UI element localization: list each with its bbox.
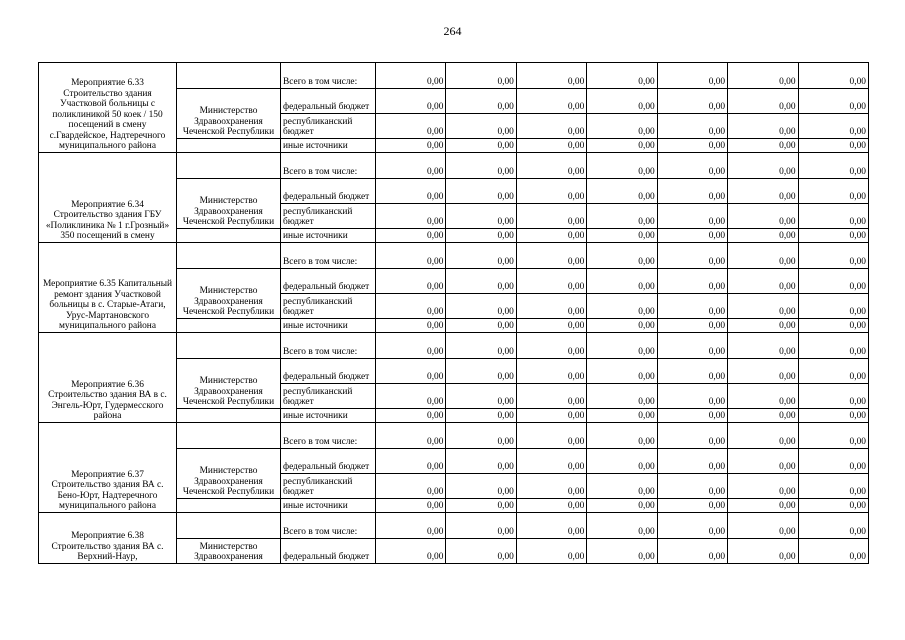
funding-source: иные источники [281, 499, 376, 513]
measure-title: Мероприятие 6.33 Строительство здания Участковой больницы с поликлиникой 50 коек / 150 посещений в смену с.Гвардейское, Надтеречного муниципального района [39, 63, 177, 153]
amount-cell: 0,00 [516, 409, 586, 423]
table-row [39, 243, 869, 269]
amount-cell: 0,00 [446, 449, 516, 474]
funding-source: федеральный бюджет [281, 359, 376, 384]
amount-cell: 0,00 [587, 319, 657, 333]
amount-cell: 0,00 [728, 474, 798, 499]
amount-cell: 0,00 [728, 179, 798, 204]
amount-cell: 0,00 [516, 179, 586, 204]
amount-cell: 0,00 [446, 153, 516, 179]
amount-cell: 0,00 [728, 333, 798, 359]
amount-cell: 0,00 [798, 513, 868, 539]
executor-cell-empty [177, 63, 281, 89]
measure-title: Мероприятие 6.36 Строительство здания ВА в с. Энгель-Юрт, Гудермесского района [39, 333, 177, 423]
executor-cell-empty [177, 333, 281, 359]
amount-cell: 0,00 [728, 319, 798, 333]
amount-cell: 0,00 [657, 423, 727, 449]
funding-source: республиканский бюджет [281, 384, 376, 409]
amount-cell: 0,00 [446, 63, 516, 89]
measure-title: Мероприятие 6.35 Капитальный ремонт здания Участковой больницы в с. Старые-Атаги, Урус-Мартановского муниципального района [39, 243, 177, 333]
amount-cell: 0,00 [798, 153, 868, 179]
amount-cell: 0,00 [516, 153, 586, 179]
amount-cell: 0,00 [446, 359, 516, 384]
amount-cell: 0,00 [728, 153, 798, 179]
amount-cell: 0,00 [446, 333, 516, 359]
amount-cell: 0,00 [376, 204, 446, 229]
executor-cell-empty [177, 423, 281, 449]
amount-cell: 0,00 [516, 359, 586, 384]
amount-cell: 0,00 [516, 139, 586, 153]
amount-cell: 0,00 [516, 204, 586, 229]
amount-cell: 0,00 [798, 539, 868, 564]
table-row [39, 153, 869, 179]
executor-name: Министерство Здравоохранения Чеченской Республики [177, 359, 281, 409]
executor-name: Министерство Здравоохранения Чеченской Республики [177, 269, 281, 319]
amount-cell: 0,00 [446, 409, 516, 423]
executor-name: Министерство Здравоохранения Чеченской Республики [177, 89, 281, 139]
table-row [39, 63, 869, 89]
amount-cell: 0,00 [376, 333, 446, 359]
executor-cell-empty [177, 229, 281, 243]
amount-cell: 0,00 [587, 513, 657, 539]
amount-cell: 0,00 [657, 204, 727, 229]
amount-cell: 0,00 [657, 153, 727, 179]
amount-cell: 0,00 [376, 243, 446, 269]
amount-cell: 0,00 [798, 384, 868, 409]
funding-source: федеральный бюджет [281, 449, 376, 474]
amount-cell: 0,00 [376, 499, 446, 513]
amount-cell: 0,00 [587, 384, 657, 409]
amount-cell: 0,00 [446, 384, 516, 409]
table-row [39, 513, 869, 539]
amount-cell: 0,00 [587, 139, 657, 153]
amount-cell: 0,00 [728, 423, 798, 449]
amount-cell: 0,00 [446, 294, 516, 319]
executor-cell-empty [177, 243, 281, 269]
amount-cell: 0,00 [728, 139, 798, 153]
amount-cell: 0,00 [587, 243, 657, 269]
amount-cell: 0,00 [798, 269, 868, 294]
budget-table [38, 62, 869, 564]
amount-cell: 0,00 [376, 269, 446, 294]
amount-cell: 0,00 [446, 513, 516, 539]
amount-cell: 0,00 [798, 423, 868, 449]
funding-source: Всего в том числе: [281, 153, 376, 179]
amount-cell: 0,00 [376, 179, 446, 204]
amount-cell: 0,00 [516, 294, 586, 319]
budget-table-body [39, 63, 869, 564]
amount-cell: 0,00 [657, 269, 727, 294]
funding-source: федеральный бюджет [281, 89, 376, 114]
amount-cell: 0,00 [446, 269, 516, 294]
amount-cell: 0,00 [516, 423, 586, 449]
amount-cell: 0,00 [376, 449, 446, 474]
executor-cell-empty [177, 139, 281, 153]
amount-cell: 0,00 [587, 423, 657, 449]
page-number: 264 [443, 24, 462, 38]
amount-cell: 0,00 [657, 229, 727, 243]
amount-cell: 0,00 [587, 63, 657, 89]
amount-cell: 0,00 [376, 89, 446, 114]
amount-cell: 0,00 [728, 359, 798, 384]
amount-cell: 0,00 [446, 89, 516, 114]
amount-cell: 0,00 [516, 114, 586, 139]
funding-source: иные источники [281, 139, 376, 153]
amount-cell: 0,00 [657, 243, 727, 269]
amount-cell: 0,00 [516, 499, 586, 513]
funding-source: Всего в том числе: [281, 513, 376, 539]
amount-cell: 0,00 [798, 499, 868, 513]
funding-source: республиканский бюджет [281, 474, 376, 499]
executor-cell-empty [177, 319, 281, 333]
amount-cell: 0,00 [798, 139, 868, 153]
amount-cell: 0,00 [446, 114, 516, 139]
amount-cell: 0,00 [798, 359, 868, 384]
amount-cell: 0,00 [798, 243, 868, 269]
funding-source: Всего в том числе: [281, 63, 376, 89]
amount-cell: 0,00 [657, 139, 727, 153]
amount-cell: 0,00 [516, 229, 586, 243]
amount-cell: 0,00 [657, 319, 727, 333]
executor-cell-empty [177, 513, 281, 539]
amount-cell: 0,00 [446, 499, 516, 513]
executor-cell-empty [177, 153, 281, 179]
amount-cell: 0,00 [798, 333, 868, 359]
measure-title: Мероприятие 6.38 Строительство здания ВА с. Верхний-Наур, [39, 513, 177, 564]
amount-cell: 0,00 [657, 384, 727, 409]
amount-cell: 0,00 [728, 294, 798, 319]
amount-cell: 0,00 [657, 89, 727, 114]
funding-source: иные источники [281, 229, 376, 243]
amount-cell: 0,00 [798, 294, 868, 319]
amount-cell: 0,00 [657, 63, 727, 89]
amount-cell: 0,00 [798, 179, 868, 204]
amount-cell: 0,00 [376, 384, 446, 409]
amount-cell: 0,00 [798, 229, 868, 243]
amount-cell: 0,00 [376, 114, 446, 139]
amount-cell: 0,00 [516, 319, 586, 333]
amount-cell: 0,00 [516, 513, 586, 539]
executor-cell-empty [177, 409, 281, 423]
amount-cell: 0,00 [728, 243, 798, 269]
funding-source: федеральный бюджет [281, 269, 376, 294]
amount-cell: 0,00 [516, 63, 586, 89]
amount-cell: 0,00 [587, 409, 657, 423]
amount-cell: 0,00 [376, 229, 446, 243]
amount-cell: 0,00 [728, 449, 798, 474]
amount-cell: 0,00 [728, 204, 798, 229]
funding-source: иные источники [281, 319, 376, 333]
amount-cell: 0,00 [728, 114, 798, 139]
funding-source: федеральный бюджет [281, 539, 376, 564]
amount-cell: 0,00 [657, 449, 727, 474]
executor-name: Министерство Здравоохранения Чеченской Республики [177, 449, 281, 499]
amount-cell: 0,00 [516, 89, 586, 114]
amount-cell: 0,00 [728, 499, 798, 513]
amount-cell: 0,00 [587, 359, 657, 384]
amount-cell: 0,00 [587, 474, 657, 499]
amount-cell: 0,00 [798, 319, 868, 333]
amount-cell: 0,00 [657, 359, 727, 384]
amount-cell: 0,00 [657, 333, 727, 359]
funding-source: иные источники [281, 409, 376, 423]
amount-cell: 0,00 [516, 539, 586, 564]
amount-cell: 0,00 [587, 499, 657, 513]
amount-cell: 0,00 [657, 409, 727, 423]
amount-cell: 0,00 [446, 243, 516, 269]
amount-cell: 0,00 [446, 179, 516, 204]
amount-cell: 0,00 [798, 204, 868, 229]
amount-cell: 0,00 [446, 474, 516, 499]
amount-cell: 0,00 [376, 423, 446, 449]
table-row [39, 423, 869, 449]
amount-cell: 0,00 [728, 229, 798, 243]
amount-cell: 0,00 [516, 243, 586, 269]
amount-cell: 0,00 [728, 409, 798, 423]
amount-cell: 0,00 [798, 63, 868, 89]
amount-cell: 0,00 [587, 89, 657, 114]
amount-cell: 0,00 [728, 63, 798, 89]
funding-source: республиканский бюджет [281, 204, 376, 229]
amount-cell: 0,00 [376, 513, 446, 539]
amount-cell: 0,00 [446, 139, 516, 153]
amount-cell: 0,00 [657, 499, 727, 513]
amount-cell: 0,00 [516, 474, 586, 499]
amount-cell: 0,00 [587, 114, 657, 139]
amount-cell: 0,00 [376, 409, 446, 423]
amount-cell: 0,00 [657, 294, 727, 319]
amount-cell: 0,00 [376, 319, 446, 333]
executor-cell-empty [177, 499, 281, 513]
amount-cell: 0,00 [446, 539, 516, 564]
amount-cell: 0,00 [728, 539, 798, 564]
funding-source: республиканский бюджет [281, 114, 376, 139]
amount-cell: 0,00 [728, 384, 798, 409]
amount-cell: 0,00 [446, 229, 516, 243]
amount-cell: 0,00 [728, 513, 798, 539]
amount-cell: 0,00 [587, 449, 657, 474]
amount-cell: 0,00 [376, 63, 446, 89]
funding-source: республиканский бюджет [281, 294, 376, 319]
amount-cell: 0,00 [516, 384, 586, 409]
amount-cell: 0,00 [657, 179, 727, 204]
amount-cell: 0,00 [798, 89, 868, 114]
amount-cell: 0,00 [376, 294, 446, 319]
amount-cell: 0,00 [798, 114, 868, 139]
executor-name: Министерство Здравоохранения [177, 539, 281, 564]
amount-cell: 0,00 [657, 474, 727, 499]
amount-cell: 0,00 [587, 204, 657, 229]
amount-cell: 0,00 [376, 359, 446, 384]
amount-cell: 0,00 [798, 474, 868, 499]
amount-cell: 0,00 [446, 319, 516, 333]
amount-cell: 0,00 [657, 539, 727, 564]
amount-cell: 0,00 [657, 114, 727, 139]
funding-source: Всего в том числе: [281, 243, 376, 269]
amount-cell: 0,00 [728, 269, 798, 294]
amount-cell: 0,00 [376, 474, 446, 499]
amount-cell: 0,00 [376, 139, 446, 153]
amount-cell: 0,00 [516, 449, 586, 474]
amount-cell: 0,00 [587, 153, 657, 179]
amount-cell: 0,00 [446, 423, 516, 449]
amount-cell: 0,00 [516, 269, 586, 294]
amount-cell: 0,00 [798, 409, 868, 423]
measure-title: Мероприятие 6.37 Строительство здания ВА с. Бено-Юрт, Надтеречного муниципального района [39, 423, 177, 513]
funding-source: Всего в том числе: [281, 333, 376, 359]
amount-cell: 0,00 [516, 333, 586, 359]
table-row [39, 333, 869, 359]
amount-cell: 0,00 [587, 294, 657, 319]
amount-cell: 0,00 [728, 89, 798, 114]
amount-cell: 0,00 [587, 179, 657, 204]
amount-cell: 0,00 [376, 539, 446, 564]
amount-cell: 0,00 [587, 269, 657, 294]
amount-cell: 0,00 [376, 153, 446, 179]
funding-source: федеральный бюджет [281, 179, 376, 204]
measure-title: Мероприятие 6.34 Строительство здания ГБУ «Поликлиника № 1 г.Грозный» 350 посещений в смену [39, 153, 177, 243]
amount-cell: 0,00 [657, 513, 727, 539]
amount-cell: 0,00 [798, 449, 868, 474]
amount-cell: 0,00 [587, 229, 657, 243]
funding-source: Всего в том числе: [281, 423, 376, 449]
amount-cell: 0,00 [446, 204, 516, 229]
amount-cell: 0,00 [587, 539, 657, 564]
executor-name: Министерство Здравоохранения Чеченской Республики [177, 179, 281, 229]
amount-cell: 0,00 [587, 333, 657, 359]
